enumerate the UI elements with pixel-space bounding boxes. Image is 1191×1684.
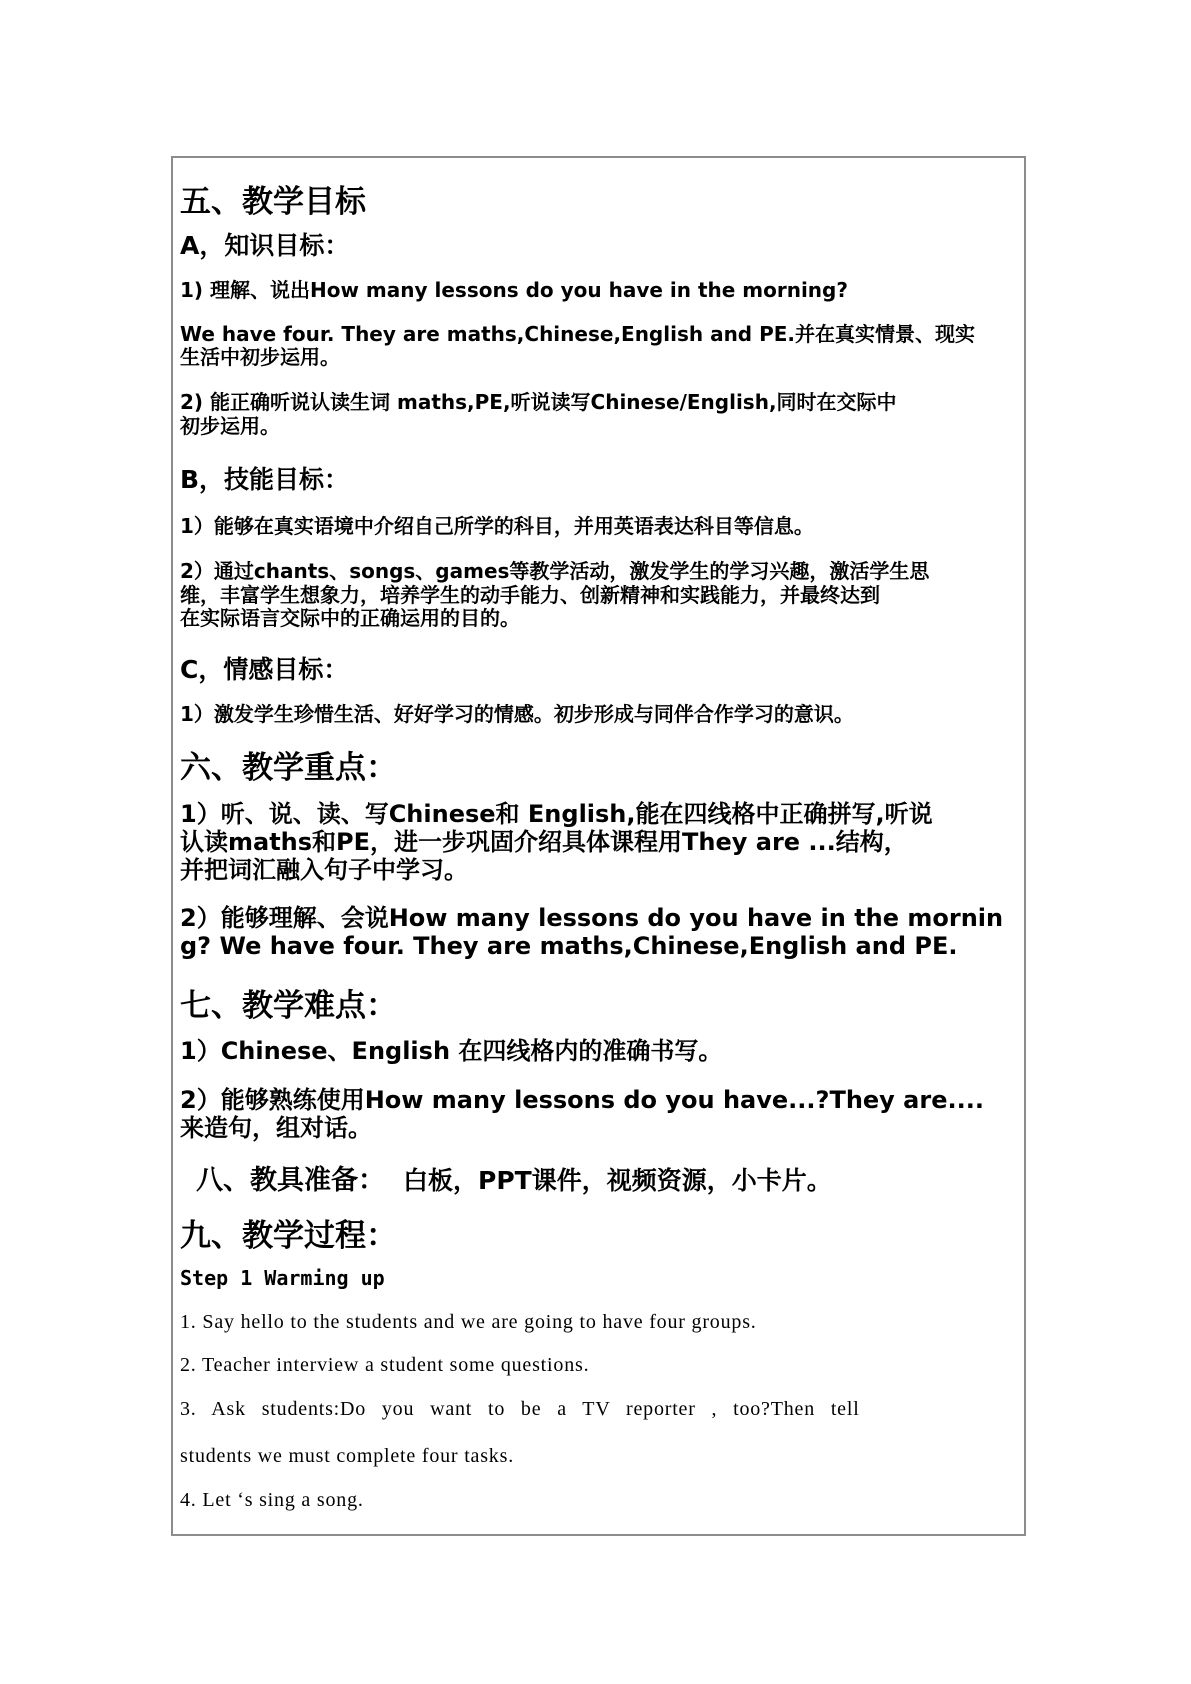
section-7-title: 七、教学难点： bbox=[180, 988, 397, 1024]
difficulty-1: 1）Chinese、English 在四线格内的准确书写。 bbox=[180, 1037, 723, 1065]
emotion-goal-label: C，情感目标： bbox=[180, 655, 349, 684]
skill-goal-2-line-3: 在实际语言交际中的正确运用的目的。 bbox=[180, 606, 520, 630]
teaching-aids: 白板，PPT课件，视频资源，小卡片。 bbox=[403, 1166, 832, 1195]
knowledge-goal-1-cont-2: 生活中初步运用。 bbox=[180, 345, 340, 369]
section-6-title: 六、教学重点： bbox=[180, 750, 397, 786]
step-1-item-1: 1. Say hello to the students and we are going to have four groups. bbox=[180, 1311, 757, 1333]
section-5-title: 五、教学目标 bbox=[180, 184, 366, 220]
key-point-1-line-1: 1）听、说、读、写Chinese和 English,能在四线格中正确拼写,听说 bbox=[180, 800, 933, 828]
section-9-title: 九、教学过程： bbox=[180, 1218, 397, 1254]
knowledge-goal-1: 1) 理解、说出How many lessons do you have in the morning? bbox=[180, 278, 848, 302]
knowledge-goal-1-cont-1: We have four. They are maths,Chinese,English and PE.并在真实情景、现实 bbox=[180, 322, 975, 346]
emotion-goal-1: 1）激发学生珍惜生活、好好学习的情感。初步形成与同伴合作学习的意识。 bbox=[180, 702, 854, 726]
key-point-1-line-2: 认读maths和PE，进一步巩固介绍具体课程用They are ...结构， bbox=[180, 828, 908, 856]
skill-goal-label: B，技能目标： bbox=[180, 465, 350, 494]
difficulty-2-line-1: 2）能够熟练使用How many lessons do you have...?They are.... bbox=[180, 1086, 984, 1114]
section-8-title: 八、教具准备： bbox=[196, 1165, 385, 1196]
skill-goal-2-line-2: 维，丰富学生想象力，培养学生的动手能力、创新精神和实践能力，并最终达到 bbox=[180, 583, 880, 607]
key-point-2-line-1: 2）能够理解、会说How many lessons do you have in the mornin bbox=[180, 904, 1004, 932]
step-1-item-3-line-1: 3. Ask students:Do you want to be a TV reporter , too?Then tell bbox=[180, 1398, 860, 1420]
difficulty-2-line-2: 来造句，组对话。 bbox=[180, 1114, 372, 1142]
knowledge-goal-2-line-2: 初步运用。 bbox=[180, 414, 280, 438]
skill-goal-1: 1）能够在真实语境中介绍自己所学的科目，并用英语表达科目等信息。 bbox=[180, 514, 814, 538]
step-1-item-4: 4. Let ‘s sing a song. bbox=[180, 1489, 364, 1511]
skill-goal-2-line-1: 2）通过chants、songs、games等教学活动，激发学生的学习兴趣，激活学生思 bbox=[180, 559, 930, 583]
knowledge-goal-label: A，知识目标： bbox=[180, 231, 350, 260]
step-1-item-3-line-2: students we must complete four tasks. bbox=[180, 1445, 514, 1467]
knowledge-goal-2-line-1: 2) 能正确听说认读生词 maths,PE,听说读写Chinese/English,同时在交际中 bbox=[180, 390, 897, 414]
key-point-1-line-3: 并把词汇融入句子中学习。 bbox=[180, 856, 468, 884]
step-1-item-2: 2. Teacher interview a student some questions. bbox=[180, 1354, 590, 1376]
section-8-row bbox=[196, 1158, 832, 1197]
step-1-heading: Step 1 Warming up bbox=[180, 1266, 385, 1290]
key-point-2-line-2: g? We have four. They are maths,Chinese,English and PE. bbox=[180, 932, 958, 960]
